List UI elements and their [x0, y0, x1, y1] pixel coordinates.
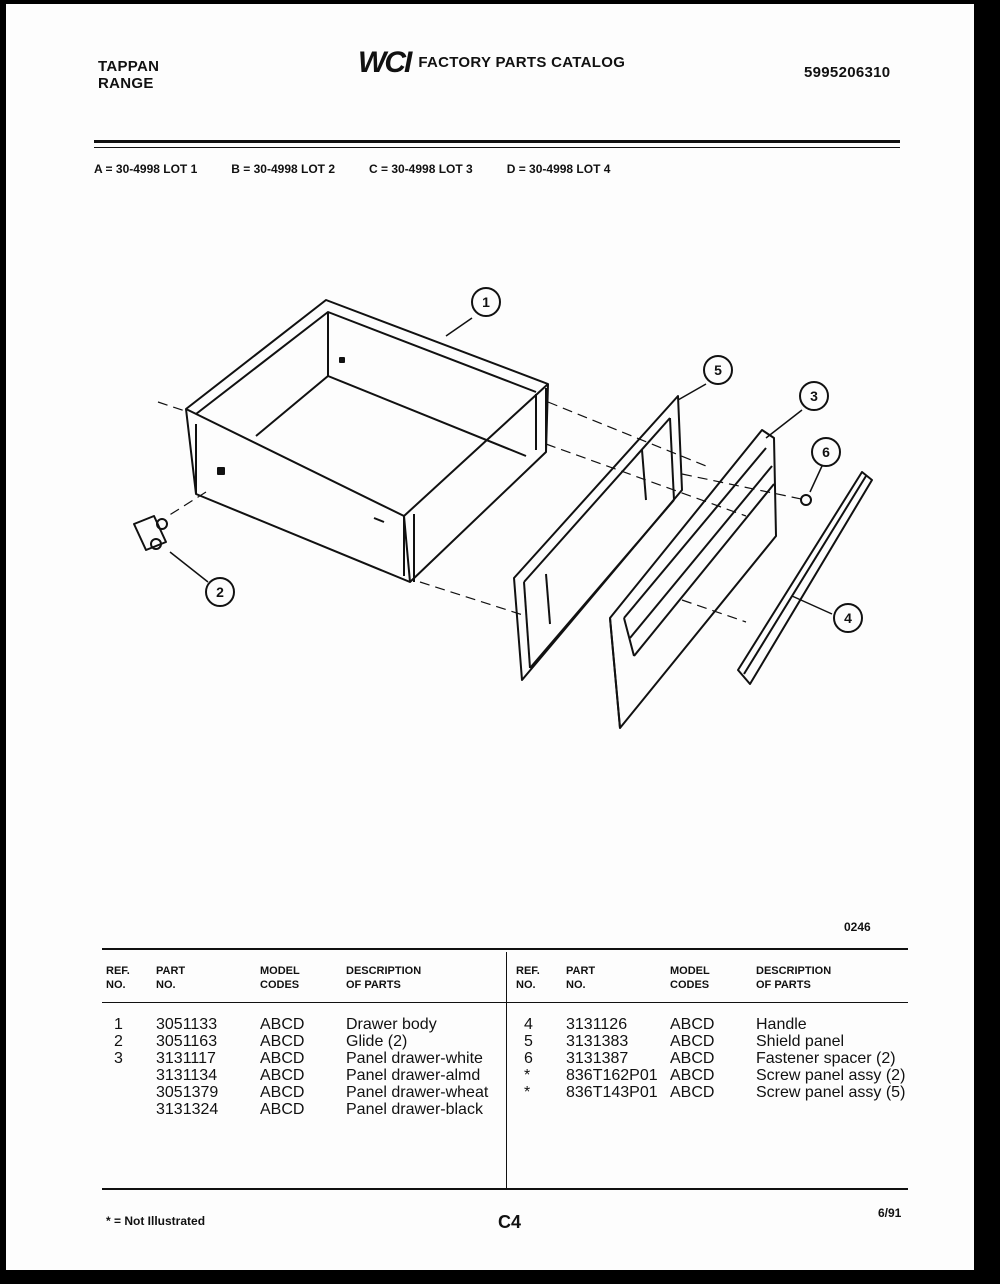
cell-description: Panel drawer-wheat: [346, 1084, 489, 1101]
table-header-rule: [102, 1002, 908, 1003]
cell-description: Panel drawer-almd: [346, 1067, 481, 1084]
header-ref: REF. NO.: [106, 965, 130, 991]
figure-number: 0246: [844, 920, 871, 934]
cell-ref: 4: [524, 1016, 533, 1033]
header-part: PART NO.: [156, 965, 186, 991]
cell-description: Fastener spacer (2): [756, 1050, 896, 1067]
cell-codes: ABCD: [260, 1050, 305, 1067]
cell-ref: 1: [114, 1016, 123, 1033]
callout-label: 5: [714, 362, 722, 378]
header-ref: REF. NO.: [516, 965, 540, 991]
model-lot: C = 30-4998 LOT 3: [369, 162, 473, 176]
header-model-codes: MODEL CODES: [670, 965, 710, 991]
cell-codes: ABCD: [260, 1084, 305, 1101]
header-description: DESCRIPTION OF PARTS: [756, 965, 832, 991]
cell-ref: *: [524, 1067, 531, 1084]
model-lot: A = 30-4998 LOT 1: [94, 162, 198, 176]
catalog-page: [6, 4, 974, 1270]
wci-logo: WCI: [358, 46, 411, 79]
drawer-body-drawing: [186, 300, 548, 582]
catalog-title: FACTORY PARTS CATALOG: [418, 54, 626, 71]
cell-part: 3131117: [156, 1050, 216, 1067]
cell-ref: *: [524, 1084, 531, 1101]
header-model-codes: MODEL CODES: [260, 965, 300, 991]
cell-ref: 3: [114, 1050, 123, 1067]
callout-label: 1: [482, 294, 490, 310]
callout-label: 4: [844, 610, 852, 626]
table-top-rule: [102, 948, 908, 950]
cell-description: Panel drawer-white: [346, 1050, 483, 1067]
cell-codes: ABCD: [670, 1067, 715, 1084]
revision-date: 6/91: [878, 1206, 902, 1220]
cell-codes: ABCD: [260, 1016, 305, 1033]
cell-description: Screw panel assy (5): [756, 1084, 906, 1101]
glide-drawing: [134, 516, 167, 550]
exploded-parts-diagram: [6, 4, 974, 944]
cell-codes: ABCD: [260, 1101, 305, 1118]
brand-name: TAPPAN RANGE: [98, 58, 160, 92]
callout-label: 6: [822, 444, 830, 460]
catalog-number: 5995206310: [804, 64, 891, 81]
cell-codes: ABCD: [670, 1050, 715, 1067]
header-description: DESCRIPTION OF PARTS: [346, 965, 422, 991]
cell-part: 836T162P01: [566, 1067, 658, 1084]
cell-description: Handle: [756, 1016, 807, 1033]
cell-codes: ABCD: [670, 1016, 715, 1033]
not-illustrated-note: * = Not Illustrated: [106, 1214, 206, 1228]
cell-part: 3131134: [156, 1067, 218, 1084]
table-bottom-rule: [102, 1188, 908, 1190]
cell-ref: 6: [524, 1050, 533, 1067]
cell-part: 3131387: [566, 1050, 629, 1067]
table-column-divider: [506, 952, 507, 1188]
cell-part: 3131383: [566, 1033, 629, 1050]
cell-ref: 5: [524, 1033, 533, 1050]
cell-ref: 2: [114, 1033, 123, 1050]
cell-codes: ABCD: [260, 1033, 305, 1050]
fastener-spacer-drawing: [801, 495, 811, 505]
cell-description: Drawer body: [346, 1016, 437, 1033]
model-lot: D = 30-4998 LOT 4: [506, 162, 611, 176]
cell-part: 3051133: [156, 1016, 218, 1033]
cell-codes: ABCD: [670, 1084, 715, 1101]
cell-part: 3131324: [156, 1101, 219, 1118]
cell-codes: ABCD: [260, 1067, 305, 1084]
cell-description: Glide (2): [346, 1033, 408, 1050]
cell-codes: ABCD: [670, 1033, 715, 1050]
cell-part: 3131126: [566, 1016, 628, 1033]
cell-description: Panel drawer-black: [346, 1101, 483, 1118]
cell-part: 836T143P01: [566, 1084, 658, 1101]
header-part: PART NO.: [566, 965, 596, 991]
page-number: C4: [498, 1212, 522, 1232]
cell-part: 3051379: [156, 1084, 219, 1101]
callout-label: 2: [216, 584, 224, 600]
model-lot: B = 30-4998 LOT 2: [231, 162, 335, 176]
cell-part: 3051163: [156, 1033, 218, 1050]
cell-description: Shield panel: [756, 1033, 845, 1050]
callout-label: 3: [810, 388, 818, 404]
cell-description: Screw panel assy (2): [756, 1067, 906, 1084]
